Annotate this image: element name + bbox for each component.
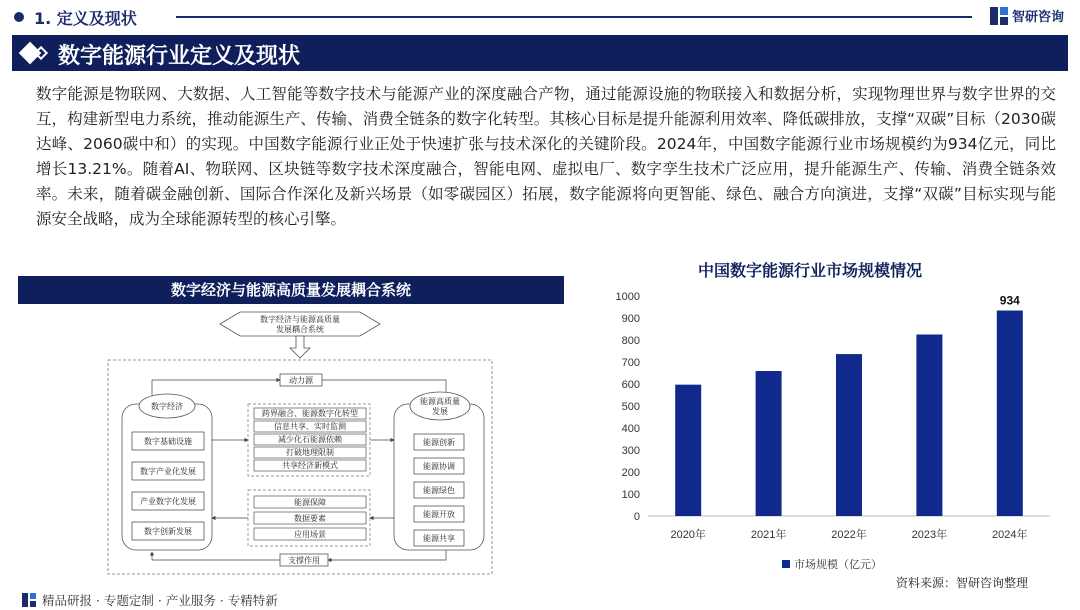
chart-legend (782, 556, 882, 572)
y-tick-label: 500 (621, 401, 640, 413)
x-tick-label: 2024年 (992, 529, 1028, 541)
y-tick-label: 800 (621, 335, 640, 347)
legend-label: 市场规模（亿元） (794, 558, 882, 571)
top-node-line2: 发展耦合系统 (276, 325, 324, 334)
bar (836, 354, 862, 516)
center-item: 减少化石能源依赖 (278, 435, 342, 444)
center-bottom-item: 应用场景 (294, 530, 326, 539)
section-title: 1. 定义及现状 (34, 9, 137, 28)
center-item: 信息共享、实时监测 (274, 422, 346, 431)
left-item: 数字创新发展 (144, 527, 192, 536)
market-size-bar-chart (600, 280, 1070, 580)
bar (756, 371, 782, 516)
x-tick-label: 2020年 (670, 529, 706, 541)
y-tick-label: 100 (621, 489, 640, 501)
y-tick-label: 300 (621, 445, 640, 457)
coupling-system-diagram (100, 310, 500, 580)
down-arrow-icon (290, 336, 310, 358)
center-top-items (254, 408, 366, 471)
right-item: 能源绿色 (423, 486, 455, 495)
title-banner (12, 35, 1068, 71)
right-item: 能源创新 (423, 438, 455, 447)
intro-paragraph: 数字能源是物联网、大数据、人工智能等数字技术与能源产业的深度融合产物，通过能源设施的物联接入和数据分析，实现物理世界与数字世界的交互，构建新型电力系统，推动能源生产、传输、消费全链条的数字化转型。其核心目标是提升能源利用效率、降低碳排放，支撑“双碳”目标（2030碳达峰、2060碳中和）的实现。中国数字能源行业正处于快速扩张与技术深化的关键阶段。2024年，中国数字能源行业市场规模约为934亿元，同比增长13.21%。随着AI、物联网、区块链等数字技术深度融合，智能电网、虚拟电厂、数字孪生技术广泛应用，提升能源生产、传输、消费全链条效率。未来，随着碳金融创新、国际合作深化及新兴场景（如零碳园区）拓展，数字能源将向更智能、绿色、融合方向演进，支撑“双碳”目标实现与能源安全战略，成为全球能源转型的核心引擎。 (36, 85, 1056, 228)
y-tick-label: 900 (621, 313, 640, 325)
brand-logo-icon (990, 7, 1008, 25)
y-tick-label: 1000 (615, 291, 640, 303)
y-tick-label: 0 (633, 511, 640, 523)
header-rule (176, 16, 972, 18)
bar (997, 311, 1023, 516)
data-label: 934 (999, 293, 1020, 308)
right-panel (394, 404, 484, 550)
driver-label: 动力源 (289, 376, 313, 385)
footer-logo-icon (22, 593, 36, 607)
left-item: 数字基础设施 (144, 437, 192, 446)
y-tick-label: 400 (621, 423, 640, 435)
bar (675, 385, 701, 516)
center-bottom-item: 能源保障 (294, 498, 326, 507)
support-label: 支撑作用 (288, 556, 320, 565)
center-bottom-items (254, 496, 366, 540)
footer-slogan: 精品研报 · 专题定制 · 产业服务 · 专精特新 (42, 593, 278, 608)
center-item: 跨界融合、能源数字化转型 (262, 409, 358, 418)
center-bottom-item: 数据要素 (294, 514, 326, 523)
data-source: 资料来源：智研咨询整理 (896, 576, 1029, 590)
left-item: 产业数字化发展 (140, 497, 196, 506)
bar (916, 335, 942, 517)
top-bar (0, 0, 1080, 34)
left-title: 数字经济 (151, 402, 183, 411)
center-item: 打破地理限制 (286, 448, 334, 457)
diagram-panel-title: 数字经济与能源高质量发展耦合系统 (18, 276, 564, 304)
y-tick-label: 600 (621, 379, 640, 391)
x-tick-label: 2023年 (911, 529, 948, 541)
chart-title: 中国数字能源行业市场规模情况 (697, 261, 922, 280)
center-item: 共享经济新模式 (282, 461, 338, 470)
legend-swatch (782, 560, 790, 568)
section-bullet-icon (14, 12, 24, 22)
x-tick-label: 2022年 (831, 529, 867, 541)
brand-name: 智研咨询 (1012, 10, 1065, 25)
y-tick-label: 700 (621, 357, 640, 369)
right-title-line2: 发展 (432, 407, 448, 416)
right-item: 能源共享 (423, 534, 455, 543)
right-item: 能源协调 (423, 462, 455, 471)
right-item: 能源开放 (423, 510, 455, 519)
brand (990, 6, 1064, 25)
top-node-line1: 数字经济与能源高质量 (260, 315, 340, 324)
footer (0, 588, 1080, 610)
right-title-line1: 能源高质量 (420, 397, 460, 406)
x-tick-label: 2021年 (750, 529, 787, 541)
page-title: 数字能源行业定义及现状 (58, 44, 301, 69)
y-tick-label: 200 (621, 467, 640, 479)
left-item: 数字产业化发展 (140, 467, 196, 476)
